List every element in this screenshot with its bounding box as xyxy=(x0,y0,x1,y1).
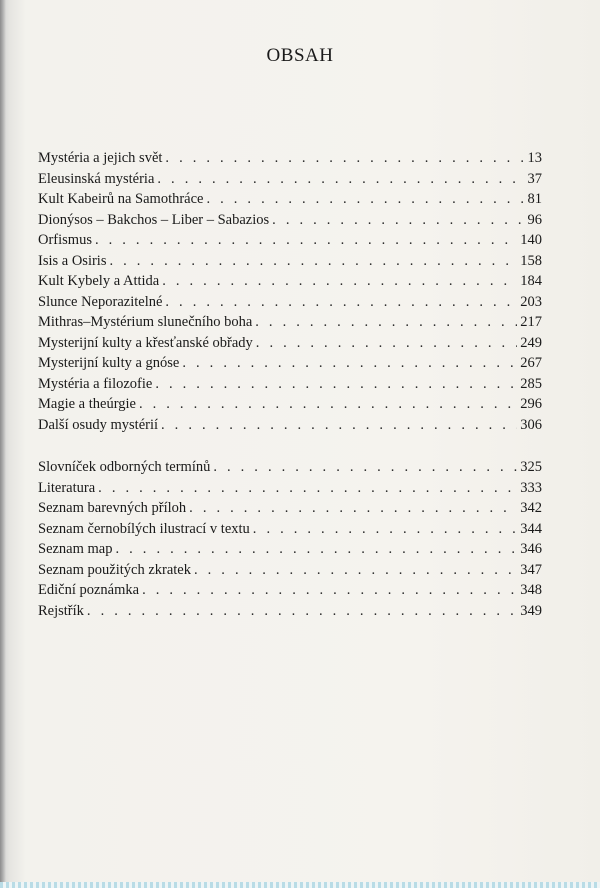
toc-entry-page-number: 140 xyxy=(520,232,542,248)
toc-entry-title: Mithras–Mystérium slunečního boha xyxy=(38,314,253,330)
toc-entry xyxy=(38,519,542,540)
dot-leader xyxy=(157,169,524,190)
toc-entry-page-number: 249 xyxy=(520,334,542,351)
toc-entry-title: Seznam použitých zkratek xyxy=(38,561,191,578)
toc-entry xyxy=(38,210,542,231)
toc-entry xyxy=(38,539,542,560)
toc-entry-title: Seznam barevných příloh xyxy=(38,500,187,516)
toc-entry-page-number: 203 xyxy=(520,293,542,310)
toc-entry-page-number: 267 xyxy=(520,355,542,371)
toc-entry-title: Mysterijní kulty a gnóse xyxy=(38,355,180,371)
toc-entry-page-number: 158 xyxy=(520,252,542,269)
toc-entry-page-number: 346 xyxy=(520,541,542,557)
toc-entry xyxy=(38,353,542,374)
toc-entry xyxy=(38,394,542,415)
page-title: OBSAH xyxy=(266,45,334,66)
dot-leader xyxy=(182,353,517,374)
toc-entry xyxy=(38,478,542,499)
toc-entry-title: Literatura xyxy=(38,479,96,496)
toc-entry-page-number: 13 xyxy=(527,150,542,166)
dot-leader xyxy=(139,394,517,415)
toc-entry-title: Rejstřík xyxy=(38,602,84,619)
dot-leader xyxy=(272,210,524,231)
toc-entry-page-number: 217 xyxy=(520,314,542,330)
toc-entry xyxy=(38,560,542,581)
toc-entry-title: Eleusinská mystéria xyxy=(38,170,155,187)
toc-entry-title: Magie a theúrgie xyxy=(38,396,136,412)
toc-entry-page-number: 333 xyxy=(520,479,542,496)
toc-entry-page-number: 344 xyxy=(520,520,542,537)
dot-leader xyxy=(256,333,517,354)
toc-entry xyxy=(38,148,542,169)
toc-entry-title: Orfismus xyxy=(38,232,92,248)
toc-entry-page-number: 37 xyxy=(527,170,542,187)
toc-entry-page-number: 81 xyxy=(527,191,542,207)
toc-entry-page-number: 347 xyxy=(520,561,542,578)
toc-entry xyxy=(38,230,542,251)
toc-entry xyxy=(38,601,542,622)
toc-entry-page-number: 349 xyxy=(520,602,542,619)
dot-leader xyxy=(155,374,517,395)
toc-entry-page-number: 96 xyxy=(527,211,542,228)
toc-entry-title: Slovníček odborných termínů xyxy=(38,459,211,475)
toc-entry-title: Slunce Neporazitelné xyxy=(38,293,163,310)
toc-entry-page-number: 325 xyxy=(520,459,542,475)
toc-entry-title: Isis a Osiris xyxy=(38,252,107,269)
page-bottom-edge xyxy=(0,882,600,888)
toc-entry xyxy=(38,189,542,210)
toc-entry xyxy=(38,251,542,272)
toc-entry-page-number: 184 xyxy=(520,273,542,289)
dot-leader xyxy=(95,230,517,251)
dot-leader xyxy=(255,312,517,333)
dot-leader xyxy=(165,148,524,169)
dot-leader xyxy=(98,478,517,499)
spine-shadow xyxy=(0,0,6,888)
toc-entry-title: Kult Kybely a Attida xyxy=(38,273,160,289)
toc-entry xyxy=(38,271,542,292)
dot-leader xyxy=(87,601,517,622)
toc-entry xyxy=(38,457,542,478)
toc-back-matter-section xyxy=(38,457,542,621)
dot-leader xyxy=(162,271,517,292)
toc-entry-title: Mysterijní kulty a křesťanské obřady xyxy=(38,334,253,351)
toc-entry xyxy=(38,580,542,601)
toc-entry-title: Další osudy mystérií xyxy=(38,416,159,433)
dot-leader xyxy=(165,292,517,313)
toc-entry-title: Dionýsos – Bakchos – Liber – Sabazios xyxy=(38,211,270,228)
dot-leader xyxy=(116,539,518,560)
toc-entry xyxy=(38,374,542,395)
dot-leader xyxy=(253,519,517,540)
toc-entry-title: Kult Kabeirů na Samothráce xyxy=(38,191,204,207)
toc-entry-page-number: 306 xyxy=(520,416,542,433)
toc-entry xyxy=(38,312,542,333)
toc-entry-page-number: 348 xyxy=(520,582,542,598)
toc-entry xyxy=(38,169,542,190)
dot-leader xyxy=(109,251,517,272)
toc-entry xyxy=(38,498,542,519)
dot-leader xyxy=(142,580,517,601)
dot-leader xyxy=(213,457,517,478)
toc-entry xyxy=(38,415,542,436)
toc-entry-title: Mystéria a filozofie xyxy=(38,375,153,392)
dot-leader xyxy=(161,415,517,436)
toc-entry-title: Seznam černobílých ilustrací v textu xyxy=(38,520,250,537)
dot-leader xyxy=(194,560,517,581)
dot-leader xyxy=(206,189,524,210)
toc-entry xyxy=(38,333,542,354)
toc-entry-page-number: 296 xyxy=(520,396,542,412)
toc-entry-title: Mystéria a jejich svět xyxy=(38,150,163,166)
toc-entry-page-number: 342 xyxy=(520,500,542,516)
toc-entry-page-number: 285 xyxy=(520,375,542,392)
toc-entry-title: Seznam map xyxy=(38,541,113,557)
dot-leader xyxy=(189,498,517,519)
toc-entry xyxy=(38,292,542,313)
toc-main-section xyxy=(38,148,542,435)
toc-entry-title: Ediční poznámka xyxy=(38,582,140,598)
